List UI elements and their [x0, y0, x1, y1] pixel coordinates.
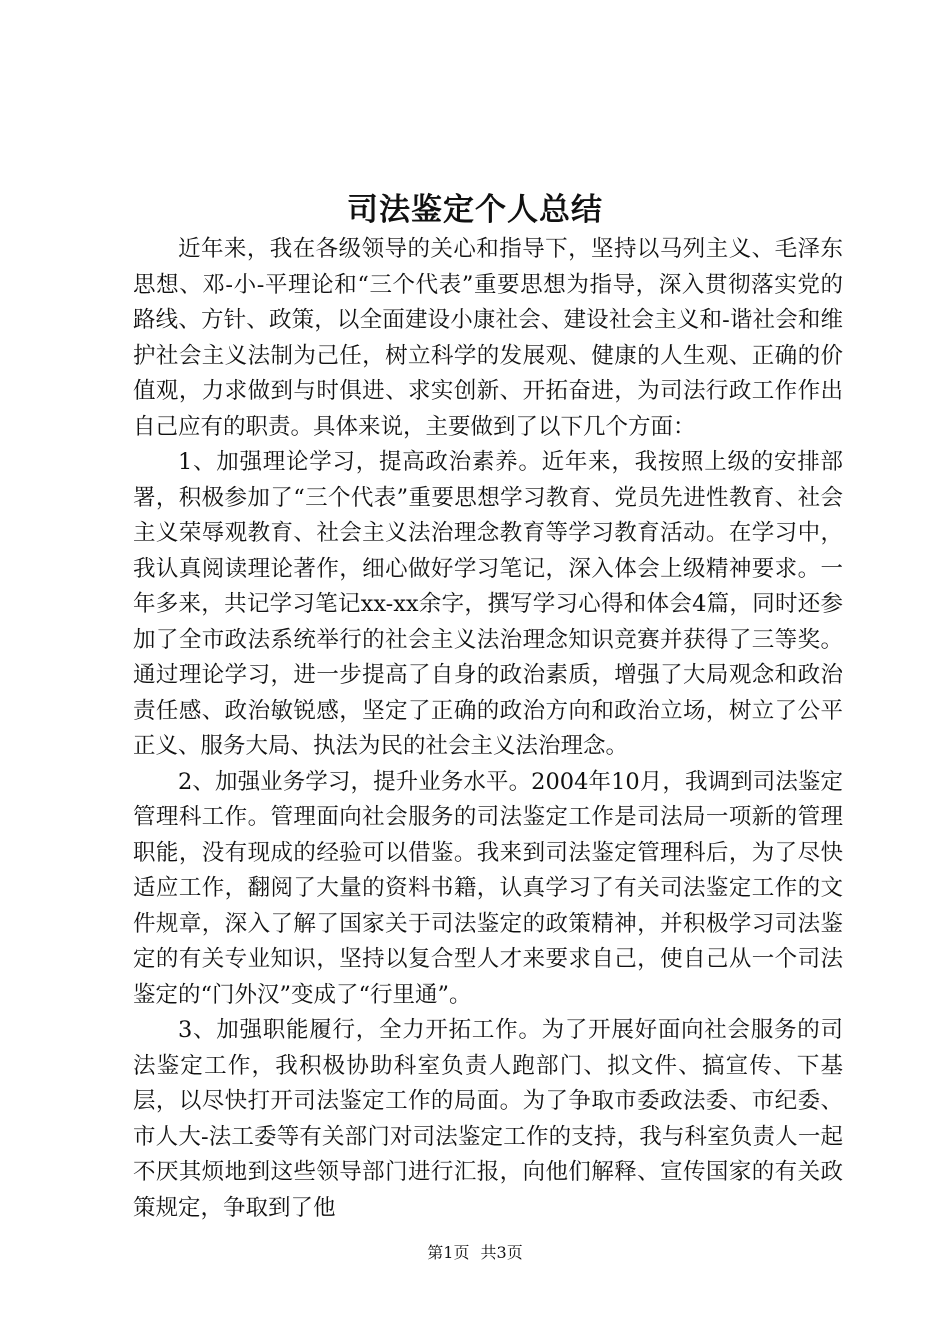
document-body: [133, 232, 843, 1226]
paragraph-duty-performance: 3、加强职能履行，全力开拓工作。为了开展好面向社会服务的司法鉴定工作，我积极协助科室负责人跑部门、拟文件、搞宣传、下基层，以尽快打开司法鉴定工作的局面。为了争取市委政法委、市纪委、市人大-法工委等有关部门对司法鉴定工作的支持，我与科室负责人一起不厌其烦地到这些领导部门进行汇报，向他们解释、宣传国家的有关政策规定，争取到了他: [133, 1017, 843, 1221]
page-footer: 第1页 共3页: [427, 1243, 523, 1262]
paragraph-business-study: 2、加强业务学习，提升业务水平。2004年10月，我调到司法鉴定管理科工作。管理面向社会服务的司法鉴定工作是司法局一项新的管理职能，没有现成的经验可以借鉴。我来到司法鉴定管理科后，为了尽快适应工作，翻阅了大量的资料书籍，认真学习了有关司法鉴定工作的文件规章，深入了解了国家关于司法鉴定的政策精神，并积极学习司法鉴定的有关专业知识，坚持以复合型人才来要求自己，使自己从一个司法鉴定的“门外汉”变成了“行里通”。: [133, 768, 843, 1008]
document-title: 司法鉴定个人总结: [347, 192, 603, 228]
paragraph-theory-study: 1、加强理论学习，提高政治素养。近年来，我按照上级的安排部署，积极参加了“三个代表”重要思想学习教育、党员先进性教育、社会主义荣辱观教育、社会主义法治理念教育等学习教育活动。在学习中，我认真阅读理论著作，细心做好学习笔记，深入体会上级精神要求。一年多来，共记学习笔记xx-xx余字，撰写学习心得和体会4篇，同时还参加了全市政法系统举行的社会主义法治理念知识竞赛并获得了三等奖。通过理论学习，进一步提高了自身的政治素质，增强了大局观念和政治责任感、政治敏锐感，坚定了正确的政治方向和政治立场，树立了公平正义、服务大局、执法为民的社会主义法治理念。: [133, 449, 843, 759]
paragraph-intro: 近年来，我在各级领导的关心和指导下，坚持以马列主义、毛泽东思想、邓-小-平理论和“三个代表”重要思想为指导，深入贯彻落实党的路线、方针、政策，以全面建设小康社会、建设社会主义和-谐社会和维护社会主义法制为己任，树立科学的发展观、健康的人生观、正确的价值观，力求做到与时俱进、求实创新、开拓奋进，为司法行政工作作出自己应有的职责。具体来说，主要做到了以下几个方面：: [133, 236, 843, 440]
